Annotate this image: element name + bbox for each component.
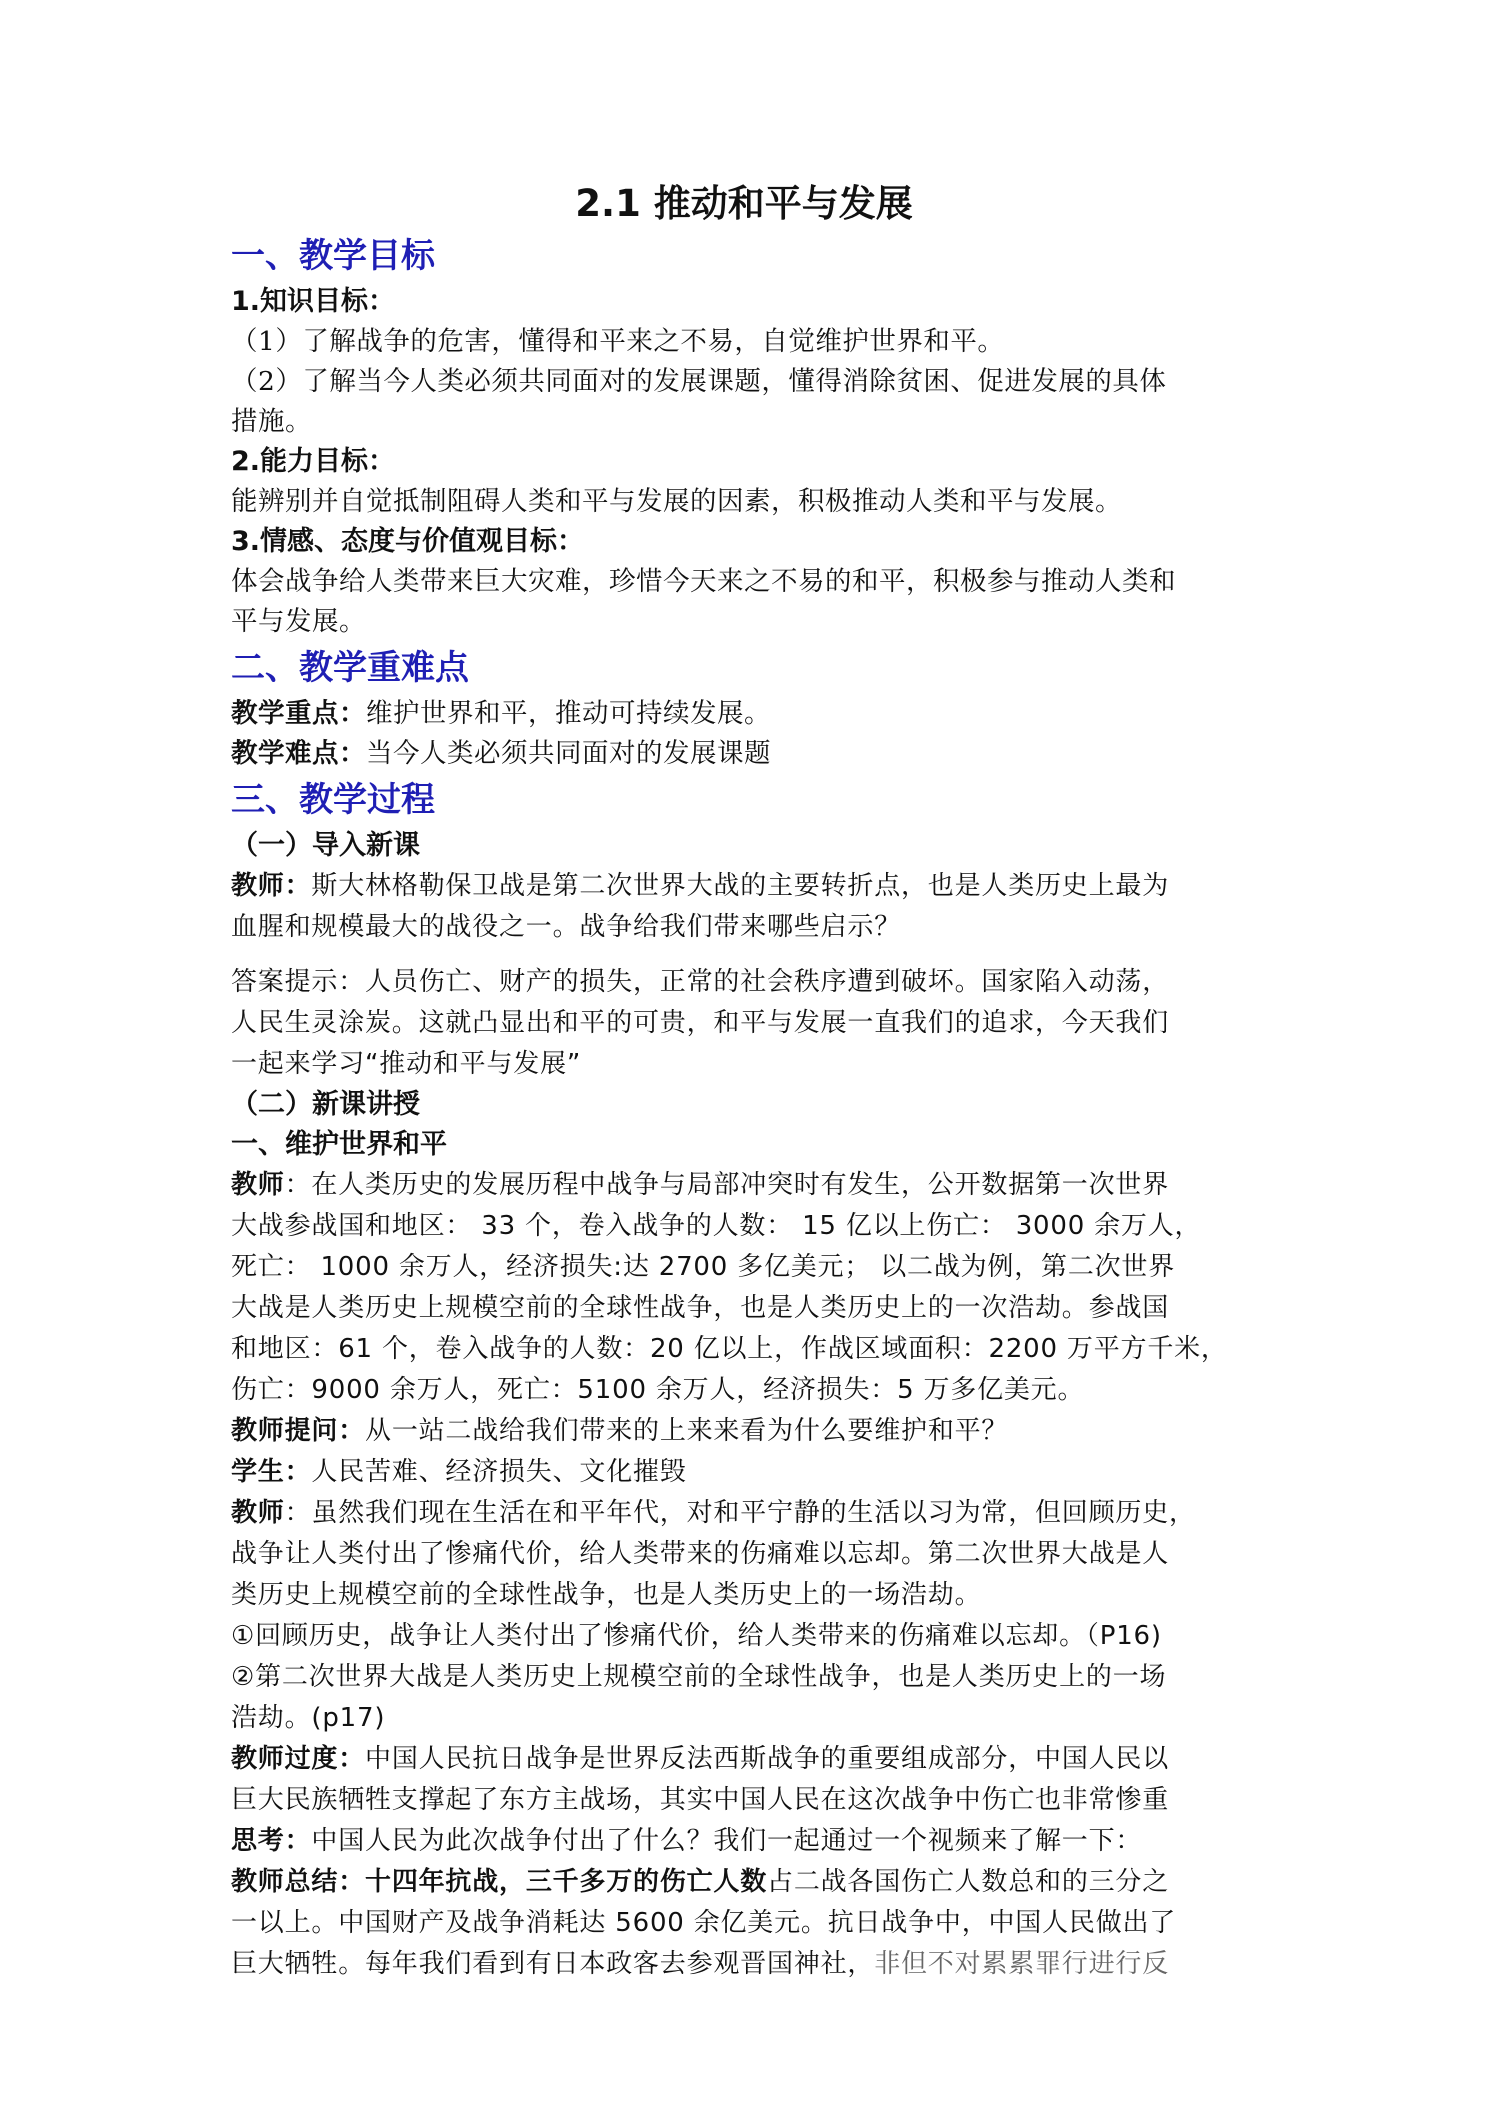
summary-label: 教师总结： [231,1867,366,1897]
teacher-intro-line-2: 血腥和规模最大的战役之一。战争给我们带来哪些启示？ [231,912,902,942]
difficulty-label: 教学难点： [231,738,366,769]
section-heading-process: 三、教学过程 [231,780,435,820]
summary-text-gray: 非但不对累累罪行进行反 [874,1949,1170,1979]
transition-label: 教师过度： [231,1744,366,1774]
think-line [231,1821,1271,1862]
teacher-war-line-3: 死亡： 1000 余万人，经济损失:达 2700 多亿美元； 以二战为例，第二次世界 [231,1252,1176,1282]
teacher-war-line-5: 和地区：61 个，卷入战争的人数：20 亿以上，作战区域面积：2200 万平方千米， [231,1334,1228,1364]
document-body [231,230,1271,1985]
new-lesson-heading: （二）新课讲授 [231,1089,420,1120]
conclusion-2b: 浩劫。(p17) [231,1703,386,1733]
key-point-text: 维护世界和平，推动可持续发展。 [366,698,771,729]
knowledge-objective-label: 1.知识目标： [231,286,396,317]
ability-objective-label: 2.能力目标： [231,446,396,477]
section-heading-objectives: 一、教学目标 [231,236,435,276]
teacher-question-text: 从一站二战给我们带来的上来来看为什么要维护和平？ [365,1416,1009,1446]
knowledge-objective-2b: 措施。 [231,406,312,437]
teacher-war-text-1: ：在人类历史的发展历程中战争与局部冲突时有发生，公开数据第一次世界 [284,1170,1170,1200]
teacher-history-line-2: 战争让人类付出了惨痛代价，给人类带来的伤痛难以忘却。第二次世界大战是人 [231,1539,1170,1569]
emotion-objective-text-a: 体会战争给人类带来巨大灾难，珍惜今天来之不易的和平，积极参与推动人类和 [231,566,1176,597]
student-label: 学生： [231,1457,312,1487]
difficulty-text: 当今人类必须共同面对的发展课题 [366,738,771,769]
teacher-question-label: 教师提问： [231,1416,366,1446]
key-point-label: 教学重点： [231,698,366,729]
summary-line-3 [231,1944,1271,1985]
teacher-war-line-6: 伤亡：9000 余万人，死亡：5100 余万人，经济损失：5 万多亿美元。 [231,1375,1085,1405]
teacher-history-text-1: ：虽然我们现在生活在和平年代，对和平宁静的生活以习为常，但回顾历史， [284,1498,1196,1528]
student-answer-text: 人民苦难、经济损失、文化摧毁 [311,1457,687,1487]
conclusion-2a: ②第二次世界大战是人类历史上规模空前的全球性战争，也是人类历史上的一场 [231,1662,1167,1692]
spacer [231,948,1271,962]
teacher-label: 教师 [231,1498,285,1528]
summary-emphasis: 十四年抗战，三千多万的伤亡人数 [365,1867,768,1897]
think-text: 中国人民为此次战争付出了什么？我们一起通过一个视频来了解一下： [311,1826,1143,1856]
ability-objective-text: 能辨别并自觉抵制阻碍人类和平与发展的因素，积极推动人类和平与发展。 [231,486,1122,517]
emotion-objective-label: 3.情感、态度与价值观目标： [231,526,585,557]
teacher-history-line-1 [231,1493,1271,1534]
conclusion-1: ①回顾历史，战争让人类付出了惨痛代价，给人类带来的伤痛难以忘却。（P16) [231,1621,1162,1651]
document-title: 2.1 推动和平与发展 [575,182,913,225]
summary-line-1 [231,1862,1271,1903]
transition-line-2: 巨大民族牺牲支撑起了东方主战场，其实中国人民在这次战争中伤亡也非常惨重 [231,1785,1170,1815]
teacher-label: 教师： [231,871,312,901]
summary-text-a: 占二战各国伤亡人数总和的三分之 [767,1867,1170,1897]
student-answer-line [231,1452,1271,1493]
think-label: 思考： [231,1826,312,1856]
emotion-objective-text-b: 平与发展。 [231,606,366,637]
intro-heading: （一）导入新课 [231,830,420,861]
teacher-history-line-3: 类历史上规模空前的全球性战争，也是人类历史上的一场浩劫。 [231,1580,982,1610]
transition-line-1 [231,1739,1271,1780]
section-heading-key-points: 二、教学重难点 [231,648,469,688]
knowledge-objective-1: （1）了解战争的危害，懂得和平来之不易，自觉维护世界和平。 [231,326,1005,357]
teacher-intro-line-1 [231,866,1271,907]
teacher-war-line-1 [231,1165,1271,1206]
summary-text-c: 巨大牺牲。每年我们看到有日本政客去参观晋国神社， [231,1949,875,1979]
summary-line-2: 一以上。中国财产及战争消耗达 5600 余亿美元。抗日战争中，中国人民做出了 [231,1908,1177,1938]
answer-hint-line-2: 人民生灵涂炭。这就凸显出和平的可贵，和平与发展一直我们的追求，今天我们 [231,1008,1170,1038]
transition-text-a: 中国人民抗日战争是世界反法西斯战争的重要组成部分，中国人民以 [365,1744,1170,1774]
key-point-line [231,694,1271,734]
knowledge-objective-2a: （2）了解当今人类必须共同面对的发展课题，懂得消除贫困、促进发展的具体 [231,366,1167,397]
teacher-intro-text-a: 斯大林格勒保卫战是第二次世界大战的主要转折点，也是人类历史上最为 [311,871,1170,901]
teacher-war-line-4: 大战是人类历史上规模空前的全球性战争，也是人类历史上的一次浩劫。参战国 [231,1293,1170,1323]
answer-hint-line-1: 答案提示：人员伤亡、财产的损失，正常的社会秩序遭到破坏。国家陷入动荡， [231,967,1170,997]
teacher-war-line-2: 大战参战国和地区： 33 个，卷入战争的人数： 15 亿以上伤亡： 3000 余万人， [231,1211,1202,1241]
teacher-label: 教师 [231,1170,285,1200]
difficulty-line [231,734,1271,774]
teacher-question-line [231,1411,1271,1452]
answer-hint-line-3: 一起来学习“推动和平与发展” [231,1049,582,1079]
subsection-heading-peace: 一、维护世界和平 [231,1129,447,1160]
